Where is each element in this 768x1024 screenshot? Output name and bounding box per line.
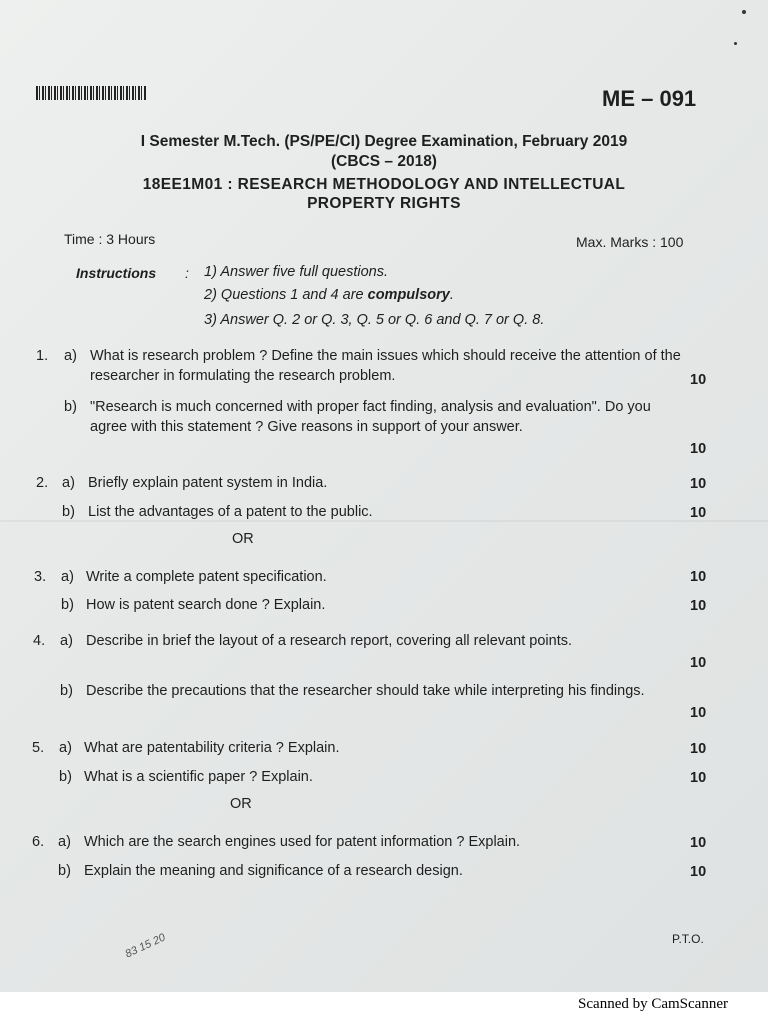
instruction-2-end: . — [449, 287, 454, 303]
question-number: 4. — [33, 633, 46, 649]
instructions-label: Instructions — [76, 265, 157, 281]
question-marks: 10 — [690, 476, 707, 492]
subject-title-line1: 18EE1M01 : RESEARCH METHODOLOGY AND INTELLECTUAL — [142, 176, 626, 193]
paper-code: ME – 091 — [602, 86, 697, 111]
part-label: a) — [59, 740, 72, 756]
question-text: List the advantages of a patent to the public. — [88, 504, 373, 520]
instruction-2 — [204, 287, 454, 303]
question-text: Which are the search engines used for patent information ? Explain. — [84, 834, 521, 850]
scanner-watermark: Scanned by CamScanner — [578, 996, 728, 1012]
question-marks: 10 — [690, 598, 707, 614]
question-marks: 10 — [690, 505, 707, 521]
question-number: 2. — [36, 475, 49, 491]
question-marks: 10 — [690, 705, 707, 721]
question-text: Write a complete patent specification. — [86, 569, 327, 585]
part-label: b) — [60, 683, 73, 699]
or-separator: OR — [230, 796, 252, 812]
instructions-colon: : — [185, 265, 189, 281]
part-label: a) — [62, 475, 75, 491]
page-turn-label: P.T.O. — [672, 932, 704, 946]
question-text: Describe in brief the layout of a research report, covering all relevant points. — [86, 633, 572, 649]
part-label: a) — [58, 834, 71, 850]
instruction-3: 3) Answer Q. 2 or Q. 3, Q. 5 or Q. 6 and Q. 7 or Q. 8. — [204, 312, 545, 328]
question-marks: 10 — [690, 770, 707, 786]
question-marks: 10 — [690, 864, 707, 880]
exam-title: I Semester M.Tech. (PS/PE/CI) Degree Examination, February 2019 — [140, 133, 628, 150]
part-label: b) — [64, 399, 77, 415]
question-marks: 10 — [690, 741, 707, 757]
question-text: "Research is much concerned with proper fact finding, analysis and evaluation". Do you agree with this statement ? Give reasons in support of your answer. — [90, 399, 651, 435]
max-marks: Max. Marks : 100 — [576, 234, 684, 250]
question-number: 1. — [36, 348, 49, 364]
question-number: 3. — [34, 569, 47, 585]
part-label: a) — [64, 348, 77, 364]
question-marks: 10 — [690, 441, 707, 457]
instruction-2-emphasis: compulsory — [367, 287, 450, 303]
question-text: What is research problem ? Define the main issues which should receive the attention of the researcher in formulating the research problem. — [90, 348, 681, 384]
question-text: Explain the meaning and significance of a research design. — [84, 863, 463, 879]
instruction-2-text: 2) Questions 1 and 4 are — [204, 287, 368, 303]
part-label: a) — [60, 633, 73, 649]
paper-speck — [734, 42, 737, 45]
part-label: a) — [61, 569, 74, 585]
question-marks: 10 — [690, 569, 707, 585]
question-text: What is a scientific paper ? Explain. — [84, 769, 313, 785]
instruction-1: 1) Answer five full questions. — [204, 264, 389, 280]
part-label: b) — [59, 769, 72, 785]
question-text: Briefly explain patent system in India. — [88, 475, 328, 491]
or-separator: OR — [232, 531, 254, 547]
question-text: Describe the precautions that the researcher should take while interpreting his findings. — [86, 683, 645, 699]
question-text: How is patent search done ? Explain. — [86, 597, 326, 613]
paper-speck — [742, 10, 746, 14]
question-marks: 10 — [690, 655, 707, 671]
question-text: What are patentability criteria ? Explain. — [84, 740, 340, 756]
exam-scheme: (CBCS – 2018) — [331, 153, 437, 170]
part-label: b) — [61, 597, 74, 613]
handwritten-note: 83 15 20 — [123, 931, 168, 961]
question-marks: 10 — [690, 835, 707, 851]
exam-duration: Time : 3 Hours — [64, 231, 156, 247]
part-label: b) — [58, 863, 71, 879]
question-number: 6. — [32, 834, 45, 850]
barcode-image — [36, 86, 146, 100]
part-label: b) — [62, 504, 75, 520]
question-marks: 10 — [690, 372, 707, 388]
question-number: 5. — [32, 740, 45, 756]
subject-title-line2: PROPERTY RIGHTS — [307, 195, 461, 212]
